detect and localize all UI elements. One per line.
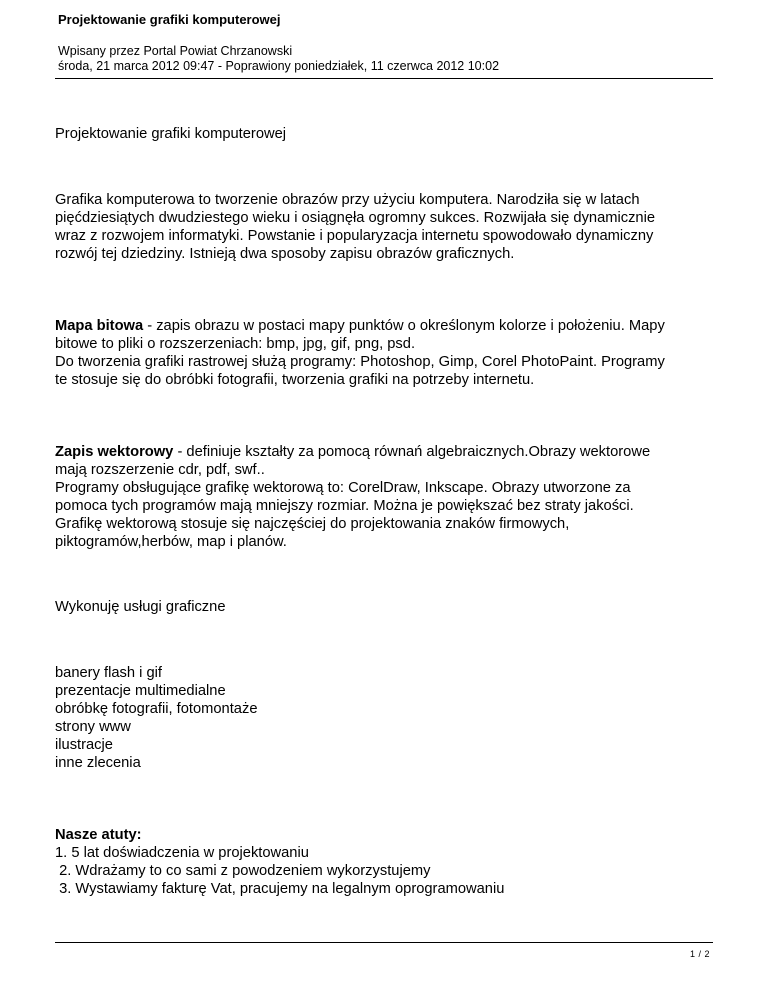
intro-line: wraz z rozwojem informatyki. Powstanie i popularyzacja internetu spowodowało dynamiczny [55,228,654,244]
page-number: 1 / 2 [689,949,710,959]
header-title: Projektowanie grafiki komputerowej [58,12,281,27]
service-item: banery flash i gif [55,665,162,681]
advantages-heading: Nasze atuty: [55,827,142,843]
bitmap-paragraph [55,317,715,389]
article-heading: Projektowanie grafiki komputerowej [55,126,287,142]
service-item: prezentacje multimedialne [55,683,226,699]
header-meta [58,44,499,74]
bitmap-line: te stosuje się do obróbki fotografii, tworzenia grafiki na potrzeby internetu. [55,372,535,388]
vector-paragraph [55,443,715,551]
bitmap-line: bitowe to pliki o rozszerzeniach: bmp, jpg, gif, png, psd. [55,336,416,352]
vector-line: piktogramów,herbów, map i planów. [55,534,287,550]
intro-paragraph [55,191,715,263]
advantages-section [55,826,715,898]
intro-line: pięćdziesiątych dwudziestego wieku i osiągnęła ogromny sukces. Rozwijała się dynamicznie [55,210,656,226]
date-line: środa, 21 marca 2012 09:47 - Poprawiony poniedziałek, 11 czerwca 2012 10:02 [58,59,500,73]
vector-line: mają rozszerzenie cdr, pdf, swf.. [55,462,265,478]
services-list [55,664,715,772]
vector-definition: - definiuje kształty za pomocą równań algebraicznych.Obrazy wektorowe [173,444,651,460]
vector-line: pomoca tych programów mają mniejszy rozmiar. Można je powiększać bez straty jakości. [55,498,634,514]
vector-line: Grafikę wektorową stosuje się najczęściej do projektowania znaków firmowych, [55,516,570,532]
services-heading: Wykonuję usługi graficzne [55,599,226,615]
service-item: strony www [55,719,131,735]
intro-line: Grafika komputerowa to tworzenie obrazów przy użyciu komputera. Narodziła się w latach [55,192,640,208]
vector-line: Programy obsługujące grafikę wektorową to: CorelDraw, Inkscape. Obrazy utworzone za [55,480,631,496]
header-divider [55,78,713,79]
service-item: obróbkę fotografii, fotomontaże [55,701,258,717]
vector-term: Zapis wektorowy [55,444,174,460]
service-item: ilustracje [55,737,113,753]
article-body [55,125,715,898]
intro-line: rozwój tej dziedziny. Istnieją dwa sposoby zapisu obrazów graficznych. [55,246,515,262]
advantage-item: 3. Wystawiamy fakturę Vat, pracujemy na legalnym oprogramowaniu [55,881,505,897]
footer-divider [55,942,713,943]
bitmap-line: Do tworzenia grafiki rastrowej służą programy: Photoshop, Gimp, Corel PhotoPaint. Programy [55,354,665,370]
bitmap-definition: - zapis obrazu w postaci mapy punktów o określonym kolorze i położeniu. Mapy [143,318,665,334]
author-line: Wpisany przez Portal Powiat Chrzanowski [58,44,293,58]
bitmap-term: Mapa bitowa [55,318,144,334]
vector-first-line [55,443,715,461]
advantage-item: 2. Wdrażamy to co sami z powodzeniem wykorzystujemy [55,863,431,879]
bitmap-first-line [55,317,715,335]
service-item: inne zlecenia [55,755,141,771]
advantage-item: 1. 5 lat doświadczenia w projektowaniu [55,845,309,861]
